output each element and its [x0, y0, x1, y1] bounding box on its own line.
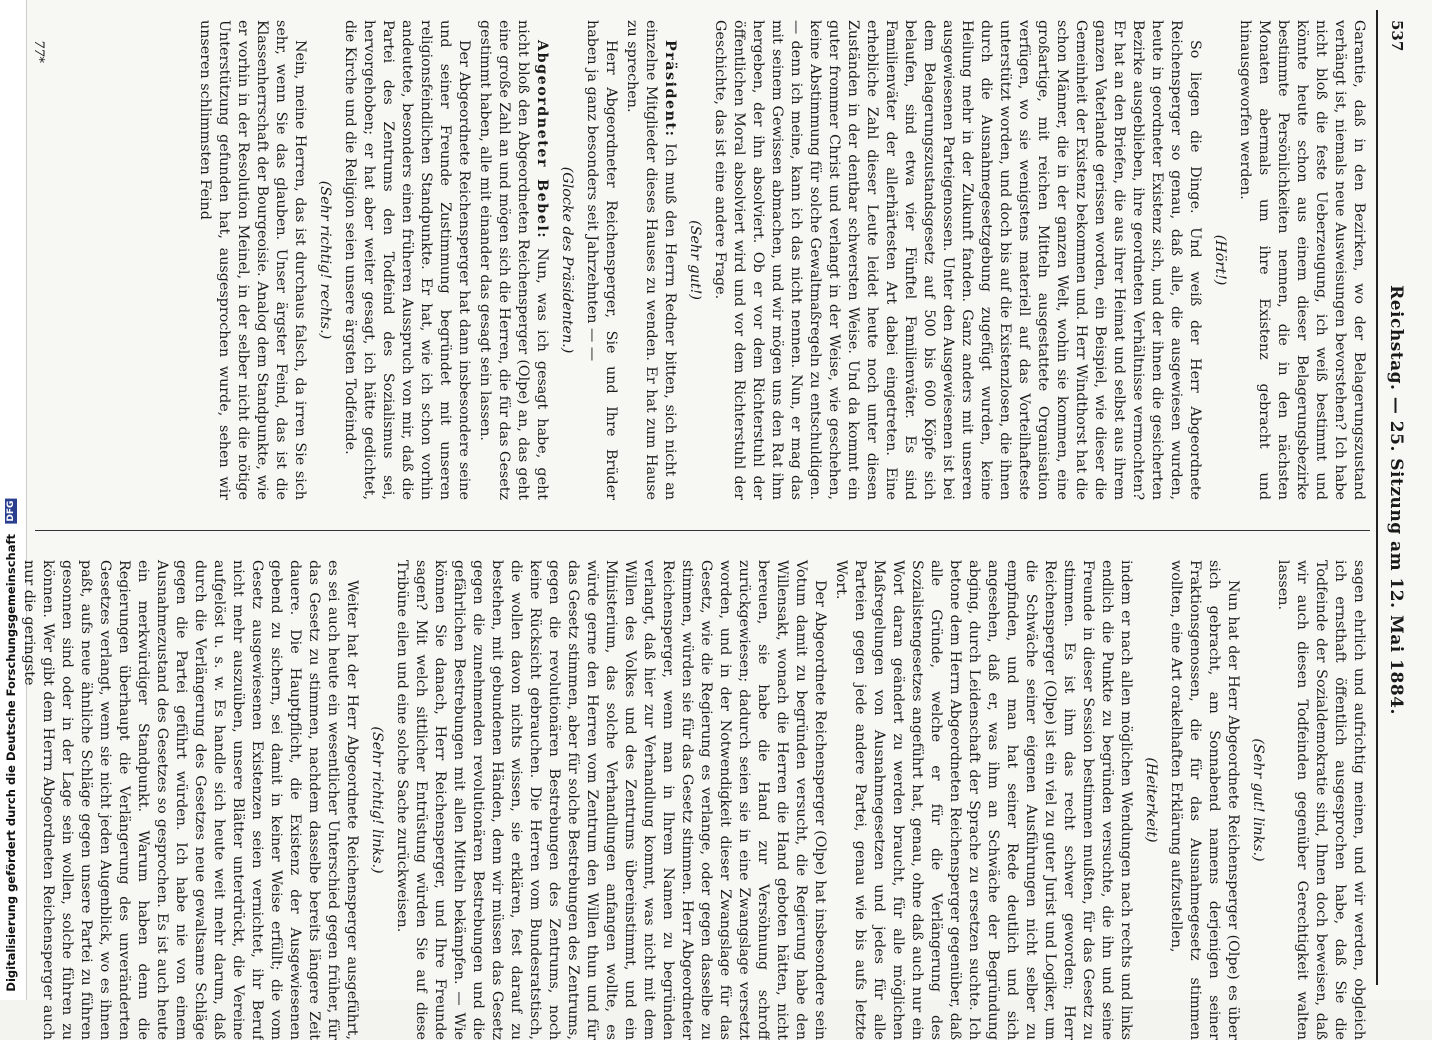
paragraph: Nun, was ich gesagt habe, geht nicht bloß den Abgeordneten Reichensperger (Olpe) an, das geht eine große Zahl an und mögen sich die Herren, die für das Gesetz gestimmt haben, alle mit einander das gesagt sein lassen. [477, 20, 550, 500]
right-column [21, 560, 1368, 1040]
paragraph: Der Abgeordnete Reichensperger (Olpe) hat insbesondere sein Votum damit zu begründen versucht, die Regierung habe den Willensakt, wonach die Herren die Hand geboten hätten, nicht bereuen, sie habe die Hand zur Versöhnung schroff zurückgewiesen; dadurch seien sie in eine Zwangslage versetzt worden, und in der Notwendigkeit dieser Zwangslage für das Gesetz, wie die Regierung es verlange, oder gegen dasselbe zu stimmen, würden sie für das Gesetz stimmen. Herr Abgeordneter Reichensperger, wenn man in Ihrem Namen zu begründen verlangt, daß hier zur Verhandlung kommt, was nicht mit dem Willen des Volkes und des Zentrums übereinstimmt, und ein Ministerium, das solche Verhandlungen anfangen wollte, es würde gerne den Herren vom Zentrum den Willen thun und für das Gesetz stimmen, aber für solche Bestrebungen des Zentrums, gegen die revolutionären Bestrebungen des Zentrums, noch keine Rücksicht gebrauchen. Die Herren vom Bundesratstisch, die wollen davon nichts wissen, sie erklären, fest darauf zu bestehen, mit gebundenen Händen, denn wir müssen das Gesetz gegen die zunehmenden revolutionären Bestrebungen und die gefährlichen Bestrebungen mit allen Mitteln bekämpfen. — Wie können Sie danach, Herr Reichensperger, und Ihre Freunde sagen? Mit welch sittlicher Entrüstung würden Sie auf diese Tribüne eilen und eine solche Sache zurückweisen. [394, 560, 828, 1040]
page-number: 537 [1388, 20, 1406, 52]
interjection: (Sehr richtig! links.) [369, 726, 385, 874]
header-rule [1376, 10, 1378, 985]
page-title: Reichstag. — 25. Sitzung am 12. Mai 1884. [1386, 285, 1406, 715]
paragraph: indem er nach allen möglichen Wendungen nach rechts und links endlich die Punkte zu begründen versuchte, die ihn und seine Freunde in dieser Session bestimmen mußten, für das Gesetz zu stimmen. Es ist ihm das recht schwer geworden; Herr Reichensperger (Olpe) ist ein viel zu guter Jurist und Logiker, um die Schwäche seiner eigenen Ausführungen nicht selber zu empfinden, und man hat seiner Rede deutlich und sich angesehen, daß er, was ihm an Schwäche der Begründung abging, durch Leidenschaft der Sprache zu ersetzen suchte. Ich betone dem Herrn Abgeordneten Reichensperger gegenüber, daß alle Gründe, welche er für die Verlängerung des Sozialistengesetzes angeführt hat, genau, ohne daß auch nur ein Wort daran geändert zu werden braucht, für alle möglichen Maßregelungen von Ausnahmegesetzen und jedes für alle Parteien gegen jede andere Partei, genau wie bis aufs letzte Wort. [833, 560, 1134, 1040]
signature-mark: 77* [31, 40, 46, 64]
paragraph: Der Abgeordnete Reichensperger hat dann insbesondere seine und seiner Freunde Zustimmung begründet mit unseren religionsfeindlichen Standpunkte. Er hat, wie ich schon vorhin andeutete, besonders einen früheren Ausspruch von mir, daß die Partei des Zentrums den Todfeind des Sozialismus sei, hervorgehoben; er hat aber weiter gesagt, ich hätte gedichtet, die Kirche und die Religion seien unsere ärgsten Todfeinde. [342, 20, 472, 500]
paragraph: sagen ehrlich und aufrichtig meinen, und wir werden, obgleich ich ernsthaft öffentlich ausgesprochen habe, daß Sie die Todfeinde der Sozialdemokratie sind, Ihnen doch beweisen, daß wir auch diesen Todfeinden gegenüber Gerechtigkeit walten lassen. [1275, 560, 1367, 1040]
dfg-logo: DFG [6, 501, 16, 523]
left-column [38, 20, 1368, 500]
paragraph: Weiter hat der Herr Abgeordnete Reichensperger ausgeführt, es sei auch heute ein wesentlicher Unterschied gegen früher, für das Gesetz zu stimmen, nachdem dasselbe bereits längere Zeit dauere. Die Hauptpflicht, die Existenz der Ausgewiesenen gebend zu sichern, sei damit in keiner Weise erfüllt; die vom Gesetz ausgewiesenen Existenzen seien vernichtet, ihr Beruf nicht mehr auszuüben, unsere Blätter unterdrückt, die Vereine aufgelöst u. s. w. Es handle sich heute weit mehr darum, daß durch die Verlängerung des Gesetzes neue gewaltsame Schläge gegen die Partei geführt würden. Ich habe nie von einem Ausnahmezustand des Gesetzes so gesprochen. Es ist auch heute ein merkwürdiger Standpunkt. Warum haben denn die Regierungen überhaupt die Verlängerung des unveränderten Gesetzes verlangt, wenn sie nicht jeden Augenblick, wo es ihnen paßt, aufs neue ähnliche Schläge gegen unsere Partei zu führen gesonnen sind oder in der Lage sein wollen, solche führen zu können. Wer gibt dem Herrn Abgeordneten Reichensperger auch nur die geringste [21, 560, 360, 1040]
page-header [1376, 0, 1406, 1000]
interjection: (Glocke des Präsidenten.) [559, 166, 575, 354]
interjection: (Hört!) [1212, 234, 1228, 286]
paragraph: Nun hat der Herr Abgeordnete Reichensperger (Olpe) es über sich gebracht, am Sonnabend namens derjenigen seiner Fraktionsgenossen, die für das Ausnahmegesetz stimmen wollten, eine Art orakelhaften Erklärung aufzustellen, [1168, 560, 1241, 1040]
speaker-label: Abgeordneter Bebel: [534, 40, 550, 240]
paragraph: Herr Abgeordneter Reichensperger, Sie und Ihre Brüder haben ja ganz besonders seit Jahrzehnten — — [584, 20, 619, 500]
interjection: (Sehr richtig! rechts.) [317, 180, 333, 340]
digitization-credit-text: Digitalisierung gefördert durch die Deutsche Forschungsgemeinschaft [4, 534, 18, 992]
paragraph: Ich muß den Herrn Redner bitten, sich nicht an einzelne Mitglieder dieses Hauses zu wenden. Er hat zum Hause zu sprechen. [624, 20, 678, 500]
speaker-label: Präsident: [662, 40, 678, 138]
paragraph: Nein, meine Herren, das ist durchaus falsch, da irren Sie sich sehr, wenn Sie das glauben. Unser ärgster Feind, das ist die Klassenherrschaft der Bourgeoisie. Analog dem Standpunkte, wie er vorhin in der Resolution Meinel, in der selber nicht die nötige Unterstützung gefunden hat, ausgesprochen wurde, sehen wir unseren schlimmsten Feind [197, 20, 308, 500]
column-divider [35, 530, 1370, 531]
interjection: (Sehr gut!) [687, 220, 703, 300]
paragraph: So liegen die Dinge. Und weiß der Herr Abgeordnete Reichensperger so genau, daß alle, die ausgewiesen wurden, heute in geordneter Existenz sich, und der ihnen die gesicherten Bezirke ausgeblieben, ihre geordneten Verhältnisse vermochten? Er hat an den Briefen, die aus ihrer Heimat und selbst aus ihrem ganzen Vaterlande gerissen worden, ein Beispiel, wie dieser die Gemeinheit der Existenz bekommen und. Herr Windthorst hat die schon Männer, die in der ganzen Welt, wohin sie kommen, eine großartige, mit reichen Mitteln ausgestattete Organisation verfügen, wo sie wenigstens materiell auf das Vorteilhafteste unterstützt worden, und doch bis auf die Existenzlosen, die ihnen durch die Ausnahmegesetzgebung zugefügt wurden, keine Heilung mehr in der Zukunft fanden. Ganz anders mit unseren ausgewiesenen Parteigenossen. Unter den Ausgewiesenen ist bei dem Belagerungszustandsgesetz auf 500 bis 600 Köpfe sich belaufen, sind etwa vier Fünftel Familienväter. Es sind Familienväter der allerhärtesten Art dabei eingetreten. Eine erhebliche Zahl dieser Leute leidet heute noch unter diesen Zuständen in der dentbar schwersten Weise. Und da kommt ein guter frommer Christ und verlangt in der Weise, wie geschehen, keine Abstimmung für solche Gewaltmaßregeln zu entschuldigen. — denn ich meine, kann ich das nicht nennen. Nun, er mag das mit seinem Gewissen abmachen, und wir mögen uns den Rat ihm hergeben, der ihn absolviert. Ob er vor dem Richterstuhl der öffentlichen Moral absolviert wird und vor dem Richterstuhl der Geschichte, das ist eine andere Frage. [712, 20, 1203, 500]
paragraph: Garantie, daß in den Bezirken, wo der Belagerungszustand verhängt ist, niemals neue Ausweisungen bevorstehen? Ich habe nicht bloß die feste Ueberzeugung, ich weiß bestimmt und könnte heute schon aus einem dieser Belagerungsbezirke bestimmte Persönlichkeiten nennen, die in den nächsten Monaten abermals um ihre Existenz gebracht und hinausgeworfen werden. [1237, 20, 1367, 500]
interjection: (Sehr gut! links.) [1250, 738, 1266, 862]
interjection: (Heiterkeit) [1143, 757, 1159, 843]
